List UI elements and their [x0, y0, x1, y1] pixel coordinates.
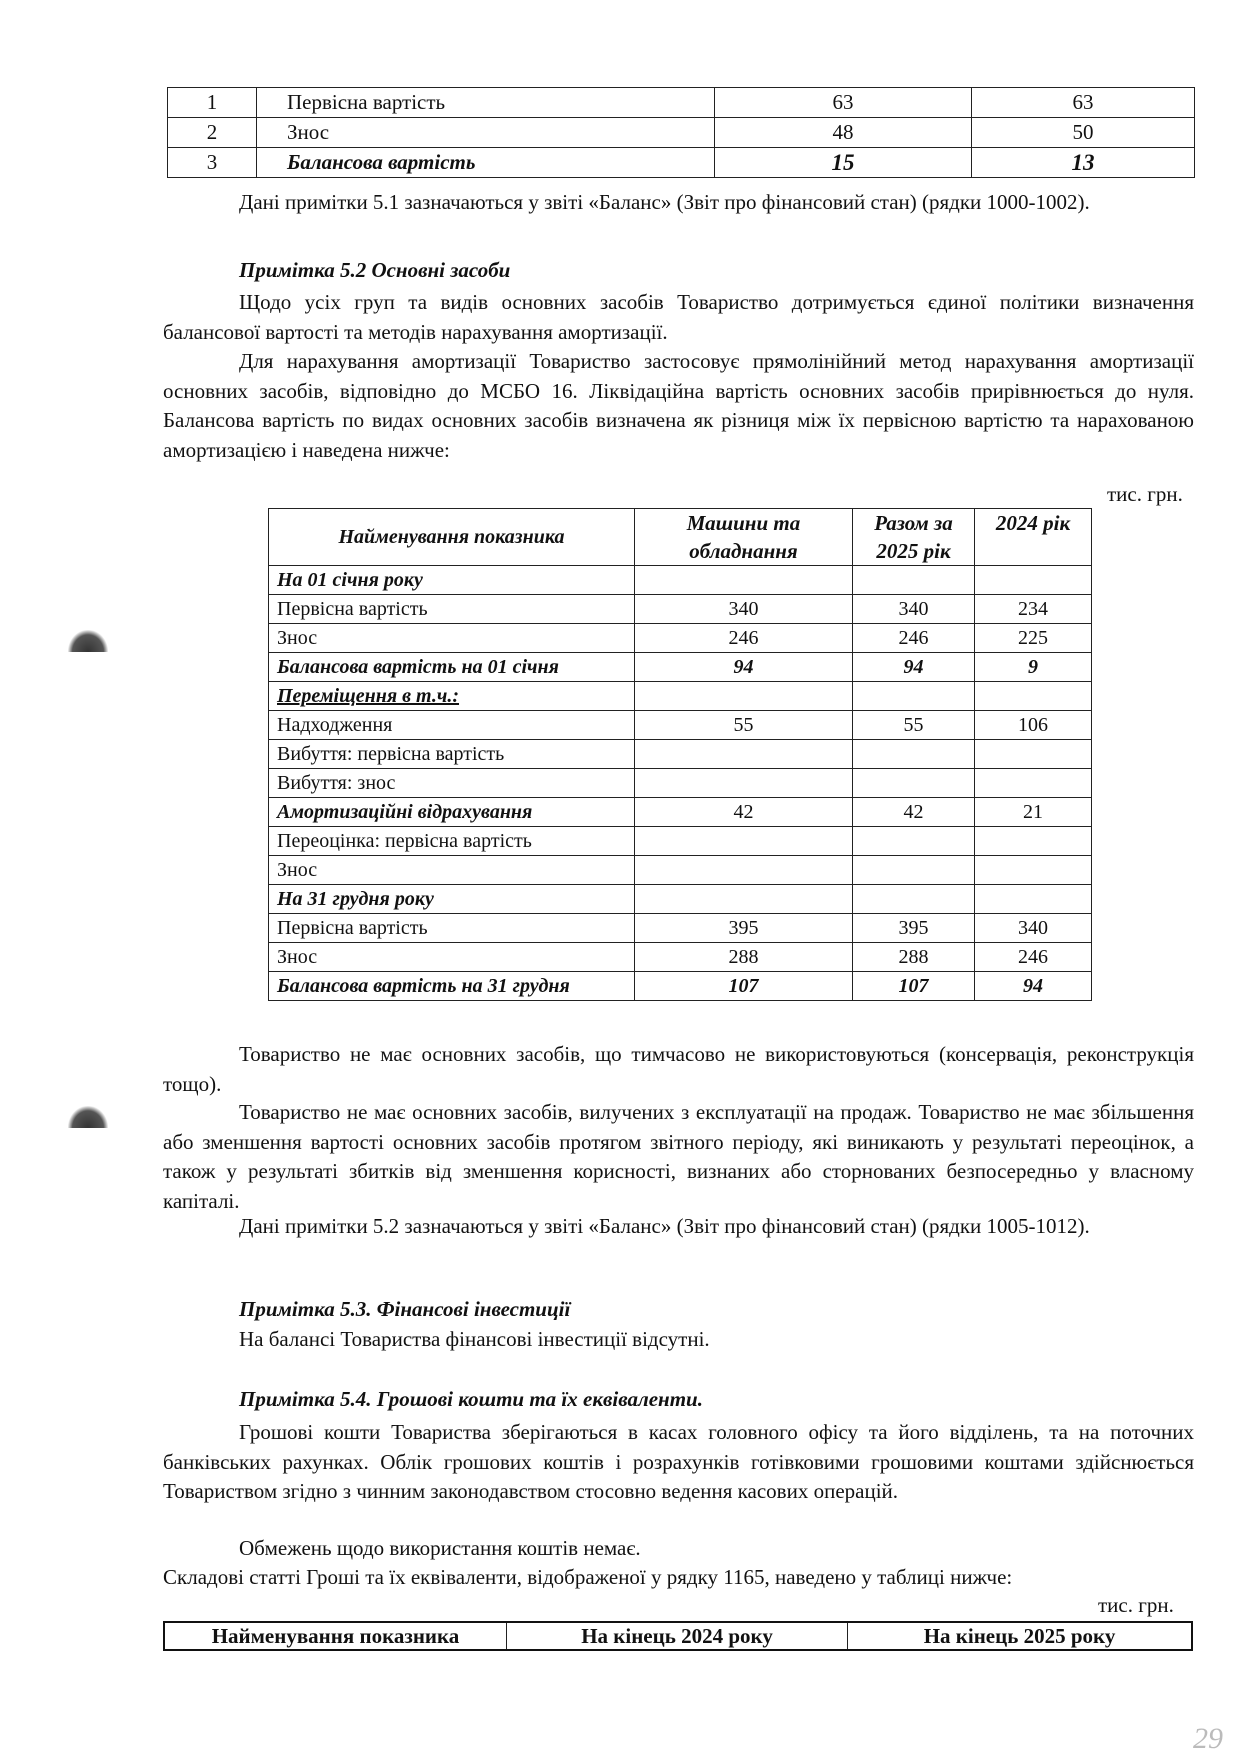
note-5-1-reference: Дані примітки 5.1 зазначаються у звіті «Баланс» (Звіт про фінансовий стан) (рядки 1000-1002).	[239, 190, 1090, 214]
initial-cost-table	[167, 87, 1195, 178]
table-row-total: 3 Балансова вартість 15 13	[168, 148, 1195, 178]
table-row: Первісна вартість 340 340 234	[269, 595, 1092, 624]
paragraph: Товариство не має основних засобів, що тимчасово не використовуються (консервація, реконструкція тощо).	[163, 1042, 1194, 1096]
paragraph: Грошові кошти Товариства зберігаються в касах головного офісу та його відділень, та на поточних банківських рахунках. Облік грошових коштів і розрахунків готівковими грошовими коштами здійснюється Товариством згідно з чинним законодавством стосовно ведення касових операцій.	[163, 1420, 1194, 1503]
table-row: 1 Первісна вартість 63 63	[168, 88, 1195, 118]
table-row: Переоцінка: первісна вартість	[269, 827, 1092, 856]
table-row: Знос 288 288 246	[269, 943, 1092, 972]
table-row: Амортизаційні відрахування 42 42 21	[269, 798, 1092, 827]
heading-note-5-4: Примітка 5.4. Грошові кошти та їх еквіваленти.	[239, 1387, 703, 1411]
table-row: На 01 січня року	[269, 566, 1092, 595]
punch-hole	[68, 630, 108, 652]
table-header: Найменування показника Машини та обладнання Разом за 2025 рік 2024 рік	[269, 509, 1092, 566]
heading-note-5-2: Примітка 5.2 Основні засоби	[239, 258, 511, 282]
punch-hole	[68, 1106, 108, 1128]
table-row: Вибуття: знос	[269, 769, 1092, 798]
fixed-assets-table	[268, 508, 1092, 1001]
cash-table	[163, 1621, 1193, 1651]
table-row: Переміщення в т.ч.:	[269, 682, 1092, 711]
paragraph: Складові статті Гроші та їх еквіваленти, відображеної у рядку 1165, наведено у таблиці нижче:	[163, 1565, 1013, 1589]
table-row: Знос 246 246 225	[269, 624, 1092, 653]
table-row: Вибуття: первісна вартість	[269, 740, 1092, 769]
paragraph: Товариство не має основних засобів, вилучених з експлуатації на продаж. Товариство не має збільшення або зменшення вартості основних засобів протягом звітного періоду, які виникають у результаті переоцінок, а також у результаті збитків від зменшення корисності, визнаних або сторнованих безпосередньо у власному капіталі.	[163, 1100, 1194, 1213]
table-row: 2 Знос 48 50	[168, 118, 1195, 148]
table-row: Первісна вартість 395 395 340	[269, 914, 1092, 943]
table-row: Знос	[269, 856, 1092, 885]
paragraph: Для нарахування амортизації Товариство застосовує прямолінійний метод нарахування амортизації основних засобів, відповідно до МСБО 16. Ліквідаційна вартість основних засобів прирівнюється до нуля. Балансова вартість по видах основних засобів визначена як різниця між їх первісною вартістю та нарахованою амортизацією і наведена нижче:	[163, 349, 1194, 462]
table-row: Надходження 55 55 106	[269, 711, 1092, 740]
table-row: На 31 грудня року	[269, 885, 1092, 914]
table-row-total: Балансова вартість на 31 грудня 107 107 94	[269, 972, 1092, 1001]
unit-label: тис. грн.	[1107, 482, 1183, 506]
table-header: Найменування показника На кінець 2024 року На кінець 2025 року	[164, 1622, 1192, 1650]
table-row-total: Балансова вартість на 01 січня 94 94 9	[269, 653, 1092, 682]
heading-note-5-3: Примітка 5.3. Фінансові інвестиції	[239, 1297, 571, 1321]
paragraph: На балансі Товариства фінансові інвестиції відсутні.	[239, 1327, 710, 1351]
paragraph: Щодо усіх груп та видів основних засобів Товариство дотримується єдиної політики визначення балансової вартості та методів нарахування амортизації.	[163, 290, 1194, 344]
note-5-2-reference: Дані примітки 5.2 зазначаються у звіті «Баланс» (Звіт про фінансовий стан) (рядки 1005-1012).	[239, 1214, 1090, 1238]
unit-label: тис. грн.	[1098, 1593, 1174, 1617]
paragraph: Обмежень щодо використання коштів немає.	[239, 1536, 641, 1560]
page-number: 29	[1193, 1722, 1223, 1755]
